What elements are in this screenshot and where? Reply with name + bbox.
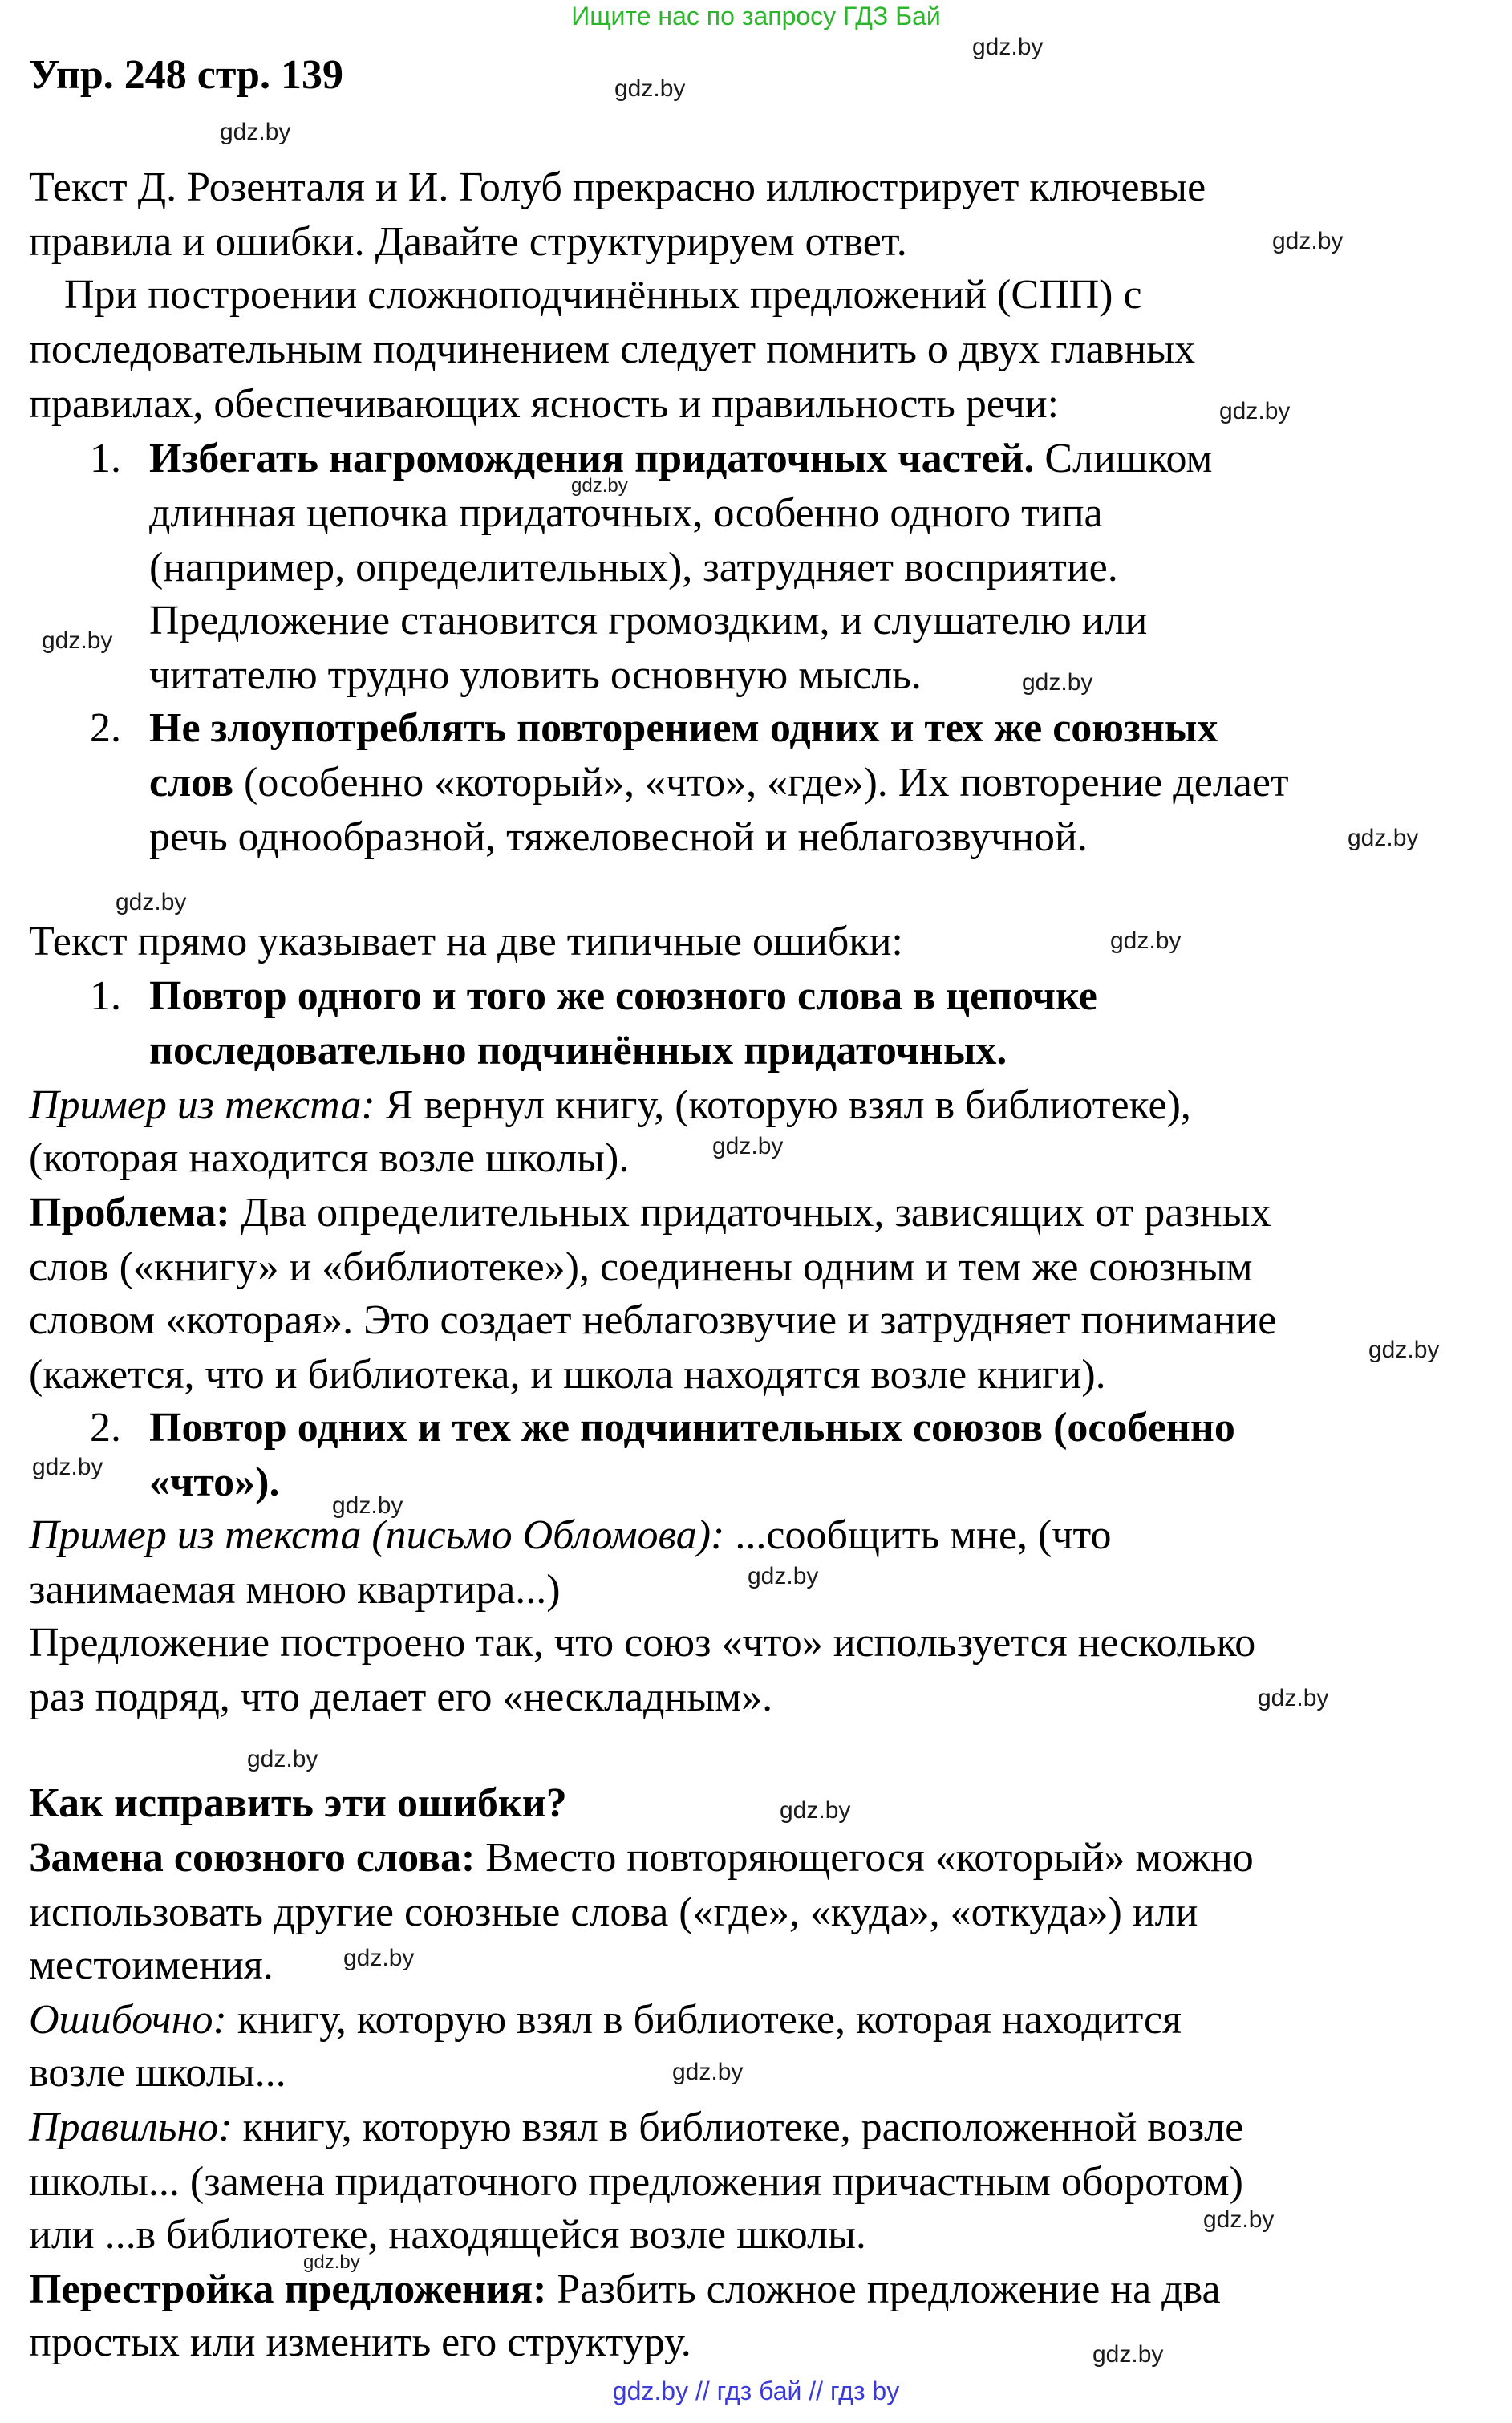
fix-heading: Как исправить эти ошибки? bbox=[29, 1780, 567, 1826]
error2-heading-1: Повтор одних и тех же подчинительных союзов (особенно bbox=[149, 1405, 1235, 1451]
fix-rebuild-label: Перестройка предложения: bbox=[29, 2267, 547, 2312]
fix-wrong-line-2: возле школы... bbox=[29, 2050, 286, 2096]
fix-right-text: книгу, которую взял в библиотеке, расположенной возле bbox=[232, 2104, 1244, 2150]
error2-example bbox=[29, 1508, 1112, 1563]
watermark: gdz.by bbox=[220, 119, 291, 145]
rule1-number: 1. bbox=[90, 436, 121, 481]
watermark: gdz.by bbox=[1110, 927, 1182, 954]
fix-right-line-2: школы... (замена придаточного предложения причастным оборотом) bbox=[29, 2159, 1243, 2205]
rule2-bold: слов bbox=[149, 760, 234, 806]
error2-note-line-2: раз подряд, что делает его «нескладным». bbox=[29, 1674, 773, 1720]
watermark: gdz.by bbox=[1022, 669, 1093, 696]
rule2-line-2 bbox=[149, 756, 1289, 810]
fix-replace bbox=[29, 1831, 1254, 1885]
rule1-line-3: (например, определительных), затрудняет восприятие. bbox=[149, 545, 1118, 591]
error1-problem-line-3: словом «которая». Это создает неблагозвучие и затрудняет понимание bbox=[29, 1297, 1277, 1343]
error1-problem-label: Проблема: bbox=[29, 1190, 230, 1236]
watermark: gdz.by bbox=[332, 1492, 403, 1519]
top-banner[interactable]: Ищите нас по запросу ГДЗ Бай bbox=[571, 2, 941, 30]
fix-right-line-3: или ...в библиотеке, находящейся возле школы. bbox=[29, 2212, 866, 2258]
watermark: gdz.by bbox=[116, 889, 187, 915]
watermark: gdz.by bbox=[972, 34, 1044, 60]
intro-line-1: Текст Д. Розенталя и И. Голуб прекрасно иллюстрирует ключевые bbox=[29, 164, 1206, 210]
rule1-line-4: Предложение становится громоздким, и слушателю или bbox=[149, 598, 1148, 643]
fix-replace-line-3: местоимения. bbox=[29, 1942, 274, 1988]
error1-number: 1. bbox=[90, 973, 121, 1019]
fix-right bbox=[29, 2100, 1243, 2155]
fix-wrong bbox=[29, 1993, 1182, 2048]
error1-example-text: Я вернул книгу, (которую взял в библиотеке), bbox=[375, 1082, 1191, 1128]
fix-replace-label: Замена союзного слова: bbox=[29, 1835, 476, 1881]
rule2-line-1: Не злоупотреблять повторением одних и тех же союзных bbox=[149, 705, 1218, 751]
fix-rebuild-text: Разбить сложное предложение на два bbox=[546, 2267, 1221, 2312]
watermark: gdz.by bbox=[1368, 1337, 1440, 1363]
watermark: gdz.by bbox=[748, 1563, 819, 1589]
fix-rebuild-line-2: простых или изменить его структуру. bbox=[29, 2320, 691, 2365]
rule2-number: 2. bbox=[90, 705, 121, 751]
fix-replace-line-2: использовать другие союзные слова («где», «куда», «откуда») или bbox=[29, 1889, 1198, 1935]
watermark: gdz.by bbox=[42, 627, 113, 654]
watermark: gdz.by bbox=[712, 1133, 784, 1159]
watermark: gdz.by bbox=[1258, 1685, 1329, 1711]
error2-heading-2: «что»). bbox=[149, 1459, 280, 1505]
error1-problem bbox=[29, 1186, 1271, 1240]
error2-example-label: Пример из текста (письмо Обломова): bbox=[29, 1512, 725, 1558]
error2-note-line-1: Предложение построено так, что союз «что» используется несколько bbox=[29, 1620, 1256, 1666]
error2-number: 2. bbox=[90, 1405, 121, 1451]
rule1-bold: Избегать нагромождения придаточных частей. bbox=[149, 436, 1035, 481]
watermark: gdz.by bbox=[303, 2251, 360, 2273]
watermark: gdz.by bbox=[247, 1746, 318, 1772]
error2-example-line-2: занимаемая мною квартира...) bbox=[29, 1567, 561, 1613]
watermark: gdz.by bbox=[343, 1945, 415, 1971]
rule2-text: (особенно «который», «что», «где»). Их повторение делает bbox=[233, 760, 1289, 806]
error1-problem-text: Два определительных придаточных, зависящих от разных bbox=[229, 1190, 1271, 1236]
intro-line-2: правила и ошибки. Давайте структурируем ответ. bbox=[29, 219, 907, 265]
watermark: gdz.by bbox=[1092, 2341, 1164, 2368]
watermark: gdz.by bbox=[614, 75, 686, 102]
fix-rebuild bbox=[29, 2263, 1221, 2317]
error2-example-text: ...сообщить мне, (что bbox=[724, 1512, 1112, 1558]
fix-wrong-label: Ошибочно: bbox=[29, 1997, 227, 2043]
error1-example-label: Пример из текста: bbox=[29, 1082, 375, 1128]
watermark: gdz.by bbox=[571, 475, 628, 497]
error1-problem-line-2: слов («книгу» и «библиотеке»), соединены одним и тем же союзным bbox=[29, 1244, 1253, 1290]
watermark: gdz.by bbox=[1272, 228, 1344, 254]
watermark: gdz.by bbox=[780, 1797, 851, 1824]
rule1-line-2: длинная цепочка придаточных, особенно одного типа bbox=[149, 490, 1103, 536]
watermark: gdz.by bbox=[32, 1454, 103, 1480]
watermark: gdz.by bbox=[1348, 825, 1419, 851]
error1-example bbox=[29, 1078, 1191, 1133]
footer-links[interactable]: gdz.by // гдз бай // гдз by bbox=[612, 2376, 900, 2405]
para1-line-2: последовательным подчинением следует помнить о двух главных bbox=[29, 327, 1196, 372]
rule2-line-3: речь однообразной, тяжеловесной и неблагозвучной. bbox=[149, 814, 1088, 860]
watermark: gdz.by bbox=[1203, 2206, 1275, 2233]
fix-replace-text: Вместо повторяющегося «который» можно bbox=[475, 1835, 1254, 1881]
rule1-line-1 bbox=[149, 432, 1212, 486]
rule1-text: Слишком bbox=[1034, 436, 1213, 481]
error1-problem-line-4: (кажется, что и библиотека, и школа находятся возле книги). bbox=[29, 1352, 1106, 1398]
errors-intro: Текст прямо указывает на две типичные ошибки: bbox=[29, 919, 903, 964]
fix-wrong-text: книгу, которую взял в библиотеке, которая находится bbox=[226, 1997, 1182, 2043]
error1-example-line-2: (которая находится возле школы). bbox=[29, 1135, 630, 1181]
para1-line-1: При построении сложноподчинённых предложений (СПП) с bbox=[64, 272, 1142, 318]
error1-heading-1: Повтор одного и того же союзного слова в цепочке bbox=[149, 973, 1097, 1019]
watermark: gdz.by bbox=[672, 2059, 744, 2085]
watermark: gdz.by bbox=[1219, 398, 1291, 424]
para1-line-3: правилах, обеспечивающих ясность и правильность речи: bbox=[29, 381, 1060, 427]
page-title: Упр. 248 стр. 139 bbox=[29, 52, 343, 98]
error1-heading-2: последовательно подчинённых придаточных. bbox=[149, 1028, 1007, 1074]
fix-right-label: Правильно: bbox=[29, 2104, 233, 2150]
rule1-line-5: читателю трудно уловить основную мысль. bbox=[149, 652, 922, 698]
